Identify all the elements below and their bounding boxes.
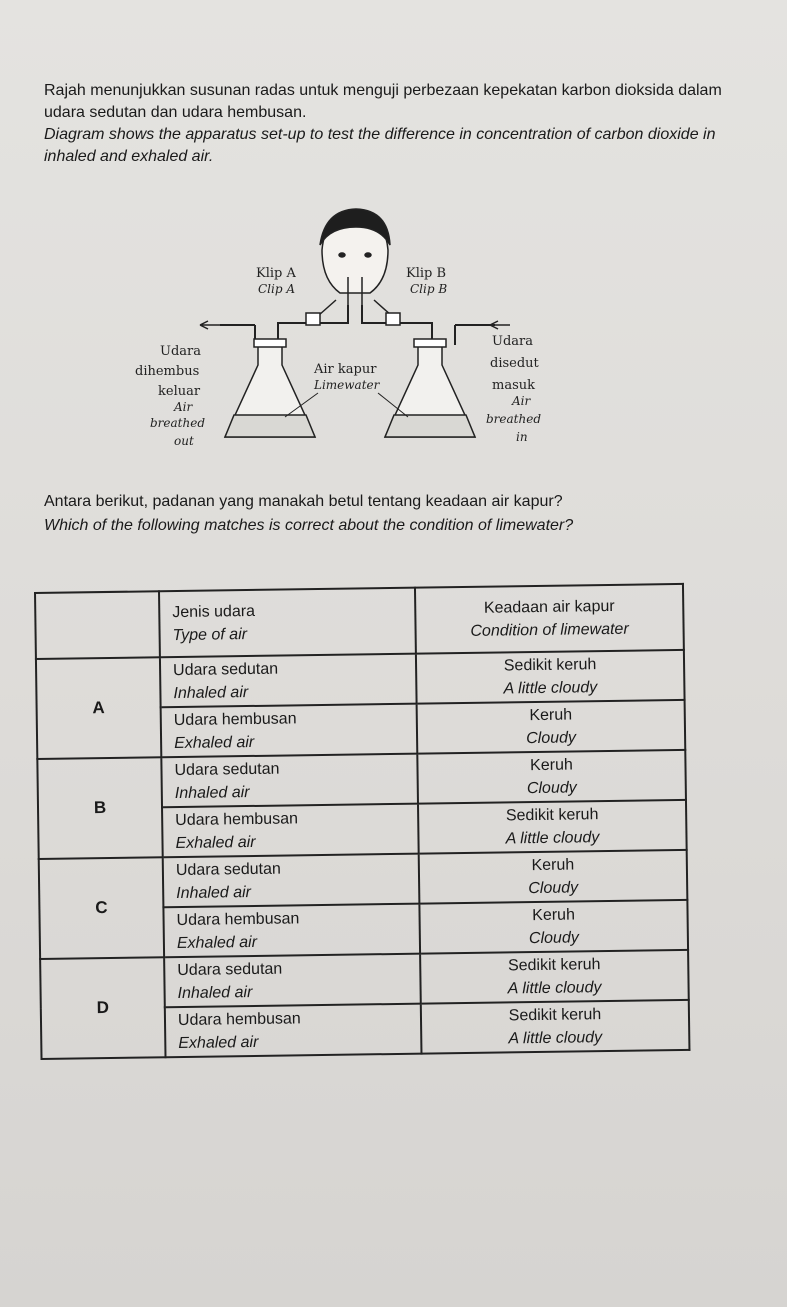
label-right-2: disedut (490, 356, 539, 371)
question-prompt-malay: Antara berikut, padanan yang manakah betul tentang keadaan air kapur? (44, 493, 563, 510)
label-limewater: Air kapur (314, 362, 377, 377)
option-c-cond-2 (419, 900, 688, 954)
option-b-type-2 (162, 804, 419, 858)
table-header-row (35, 584, 684, 659)
label-left-en-1: Air (174, 400, 193, 414)
type-malay: Udara hembusan (176, 910, 300, 930)
cond-english: Cloudy (526, 729, 577, 748)
label-right-3: masuk (492, 378, 535, 393)
type-english: Exhaled air (176, 933, 258, 953)
option-b-cond-1 (417, 750, 686, 804)
header-type-malay: Jenis udara (172, 602, 256, 622)
option-d-type-1 (164, 954, 421, 1008)
right-flask (385, 339, 475, 437)
type-english: Inhaled air (173, 684, 249, 703)
cond-malay: Sedikit keruh (503, 656, 597, 675)
option-c-cond-1 (419, 850, 688, 904)
apparatus-drawing (130, 205, 580, 465)
type-english: Exhaled air (178, 1033, 259, 1053)
type-malay: Udara hembusan (173, 710, 297, 730)
cond-malay: Sedikit keruh (508, 1006, 602, 1025)
apparatus-diagram (130, 205, 580, 465)
option-c-type-2 (163, 904, 420, 958)
cond-malay: Sedikit keruh (505, 806, 599, 825)
type-malay: Udara sedutan (177, 960, 283, 980)
option-a-label[interactable]: A (36, 657, 161, 759)
clip-b-shape (386, 313, 400, 325)
cond-english: Cloudy (528, 929, 579, 948)
header-type-english: Type of air (172, 626, 248, 645)
header-condition-malay: Keadaan air kapur (483, 597, 615, 617)
table-row (36, 650, 685, 709)
cond-english: Cloudy (528, 879, 579, 898)
option-d-type-2 (165, 1004, 422, 1058)
cond-malay: Keruh (532, 906, 576, 925)
option-a-cond-2 (417, 700, 686, 754)
option-c-type-1 (163, 854, 420, 908)
label-clip-b-en: Clip B (410, 282, 448, 296)
cond-english: A little cloudy (503, 679, 598, 698)
option-c-label[interactable]: C (39, 857, 164, 959)
header-type-cell (159, 588, 416, 658)
label-right-en-2: breathed (486, 412, 542, 426)
type-malay: Udara hembusan (175, 810, 299, 830)
type-english: Inhaled air (177, 983, 253, 1003)
header-condition-english: Condition of limewater (470, 620, 629, 640)
type-malay: Udara sedutan (174, 760, 280, 780)
question-intro-malay: Rajah menunjukkan susunan radas untuk menguji perbezaan kepekatan karbon dioksida dalam udara sedutan dan udara hembusan. (44, 82, 722, 121)
type-english: Inhaled air (174, 784, 250, 803)
option-a-cond-1 (416, 650, 685, 704)
cond-english: Cloudy (526, 779, 577, 798)
type-english: Inhaled air (176, 884, 252, 903)
cond-malay: Keruh (531, 856, 575, 875)
option-b-type-1 (161, 754, 418, 808)
header-condition-cell (415, 584, 684, 654)
option-d-cond-2 (421, 1000, 690, 1054)
options-table (34, 583, 690, 1060)
type-english: Exhaled air (175, 833, 256, 853)
option-d-label[interactable]: D (40, 957, 165, 1059)
cond-malay: Keruh (529, 706, 573, 725)
type-malay: Udara sedutan (175, 860, 281, 880)
option-a-type-2 (161, 704, 418, 758)
cond-english: A little cloudy (507, 979, 602, 998)
option-a-type-1 (160, 654, 417, 708)
label-left-en-3: out (174, 434, 194, 448)
type-malay: Udara hembusan (177, 1010, 301, 1030)
cond-malay: Keruh (529, 756, 573, 775)
label-left-2: dihembus (135, 364, 200, 379)
label-clip-b: Klip B (406, 266, 447, 281)
person-illustration (310, 209, 400, 323)
cond-english: A little cloudy (508, 1029, 603, 1048)
table-row (39, 850, 688, 909)
label-limewater-en: Limewater (314, 378, 380, 392)
question-intro (44, 80, 724, 168)
clip-a-shape (306, 313, 320, 325)
table-row (37, 750, 686, 809)
cond-malay: Sedikit keruh (507, 956, 601, 975)
label-left-1: Udara (160, 344, 201, 359)
option-b-cond-2 (418, 800, 687, 854)
table-row (40, 950, 689, 1009)
question-intro-english: Diagram shows the apparatus set-up to test the difference in concentration of carbon dioxide in inhaled and exhaled air. (44, 126, 716, 165)
arrow-in-icon (490, 321, 510, 329)
type-malay: Udara sedutan (172, 660, 279, 680)
label-left-3: keluar (158, 384, 201, 399)
type-english: Exhaled air (174, 733, 255, 753)
question-prompt-english: Which of the following matches is correct about the condition of limewater? (44, 517, 574, 534)
label-left-en-2: breathed (150, 416, 206, 430)
question-prompt (44, 490, 764, 538)
option-d-cond-1 (420, 950, 689, 1004)
label-right-en-1: Air (512, 394, 531, 408)
arrow-out-icon (200, 321, 222, 329)
label-right-en-3: in (516, 430, 528, 444)
label-clip-a: Klip A (256, 266, 296, 281)
label-clip-a-en: Clip A (258, 282, 296, 296)
cond-english: A little cloudy (505, 829, 600, 848)
label-right-1: Udara (492, 334, 533, 349)
header-blank-cell (35, 591, 160, 659)
left-flask (225, 339, 315, 437)
option-b-label[interactable]: B (37, 757, 162, 859)
